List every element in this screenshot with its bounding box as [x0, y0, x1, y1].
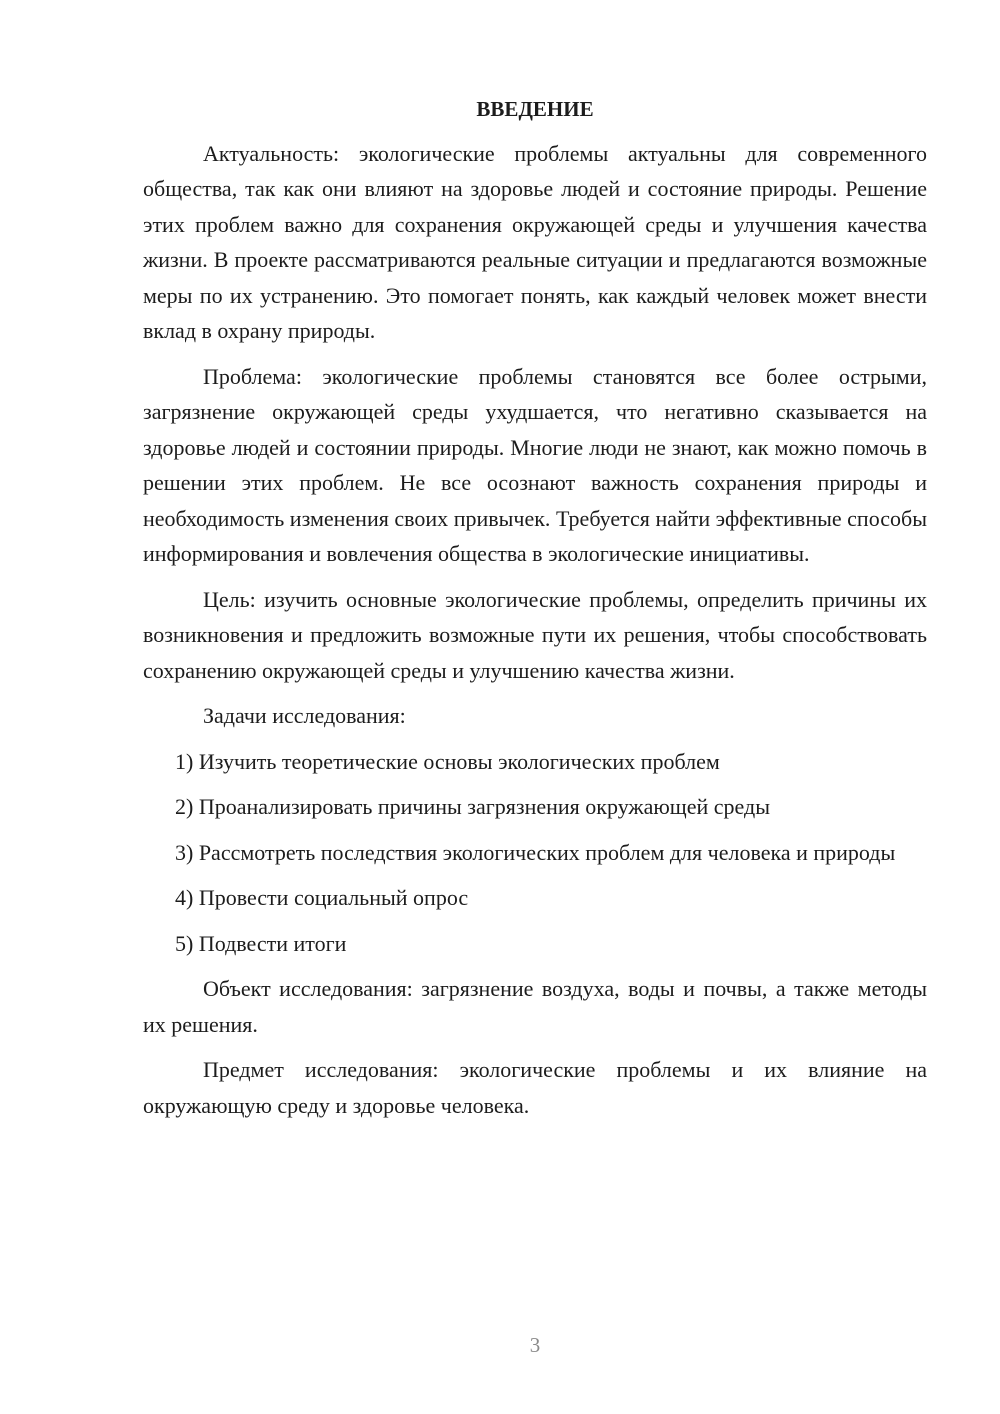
- paragraph-problem: Проблема: экологические проблемы становятся все более острыми, загрязнение окружающей среды ухудшается, что негативно сказывается на здоровье людей и состоянии природы. Многие люди не знают, как можно помочь в решении этих проблем. Не все осознают важность сохранения природы и необходимость изменения своих привычек. Требуется найти эффективные способы информирования и вовлечения общества в экологические инициативы.: [143, 363, 927, 566]
- document-body: [143, 92, 927, 1133]
- tasks-list: [143, 744, 927, 962]
- paragraph-goal: Цель: изучить основные экологические проблемы, определить причины их возникновения и предложить возможные пути их решения, чтобы способствовать сохранению окружающей среды и улучшению качества жизни.: [143, 586, 927, 683]
- task-item-3: 3) Рассмотреть последствия экологических проблем для человека и природы: [175, 839, 896, 865]
- tasks-heading: Задачи исследования:: [203, 703, 406, 728]
- task-item-1: 1) Изучить теоретические основы экологических проблем: [175, 748, 720, 774]
- task-item-4: 4) Провести социальный опрос: [175, 885, 469, 910]
- task-item-5: 5) Подвести итоги: [175, 930, 347, 956]
- task-item-2: 2) Проанализировать причины загрязнения окружающей среды: [175, 794, 770, 819]
- paragraph-relevance: Актуальность: экологические проблемы актуальны для современного общества, так как они влияют на здоровье людей и состояние природы. Решение этих проблем важно для сохранения окружающей среды и улучшения качества жизни. В проекте рассматриваются реальные ситуации и предлагаются возможные меры по их устранению. Это помогает понять, как каждый человек может внести вклад в охрану природы.: [143, 140, 927, 343]
- paragraph-subject: Предмет исследования: экологические проблемы и их влияние на окружающую среду и здоровье человека.: [143, 1057, 927, 1118]
- page-number: 3: [529, 1333, 541, 1357]
- paragraph-object: Объект исследования: загрязнение воздуха, воды и почвы, а также методы их решения.: [143, 976, 927, 1037]
- page-title: ВВЕДЕНИЕ: [476, 97, 594, 121]
